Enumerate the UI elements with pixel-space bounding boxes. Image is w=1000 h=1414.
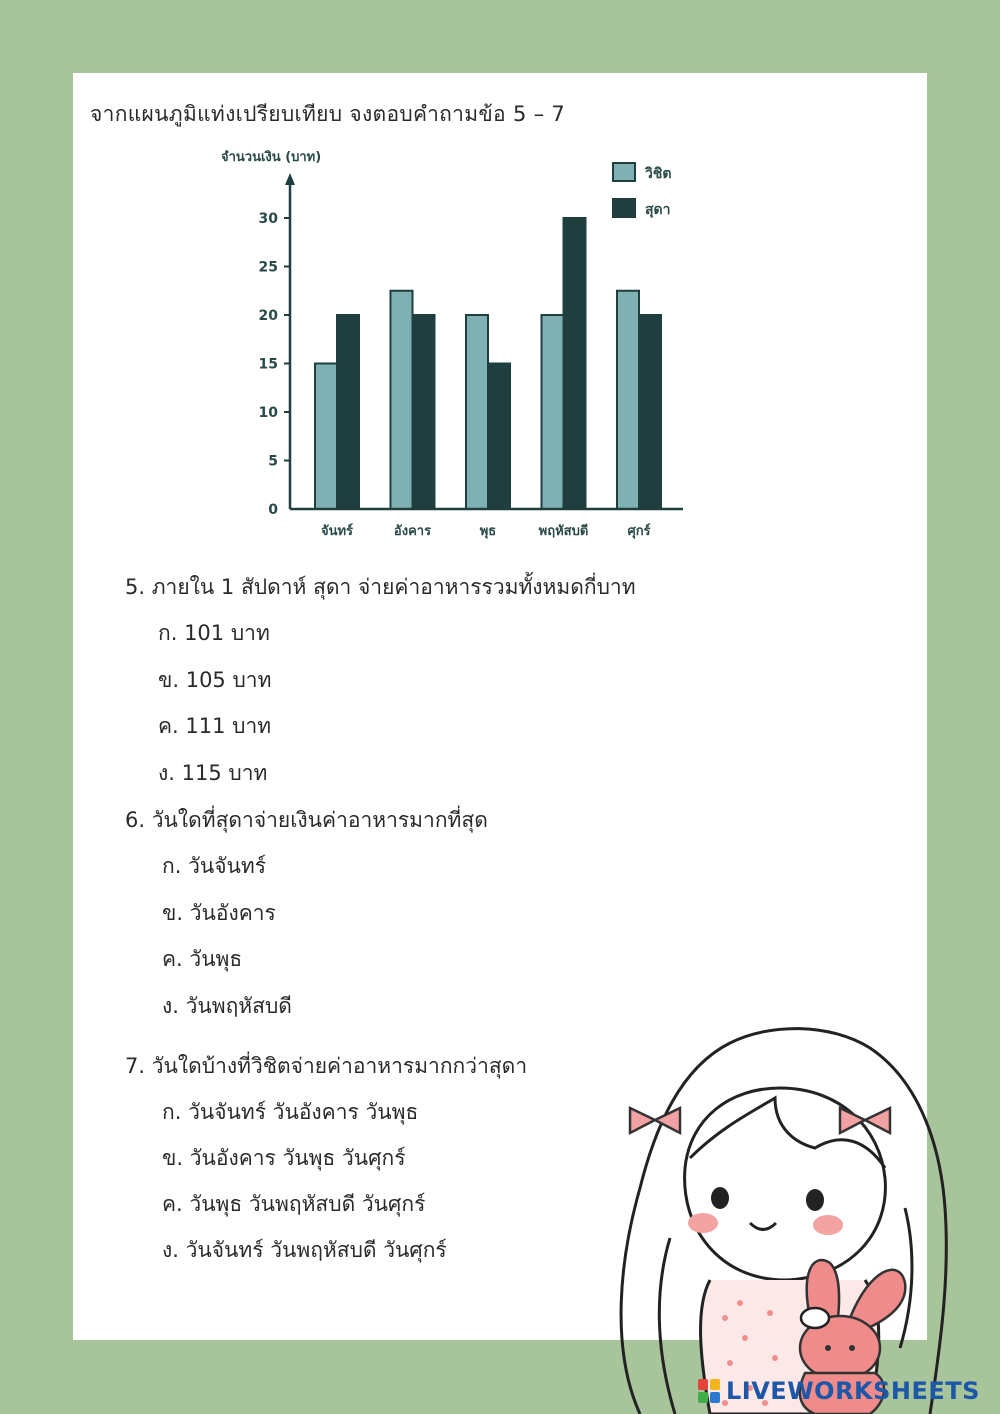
- answer-option[interactable]: ง. วันพฤหัสบดี: [162, 993, 292, 1018]
- bar-wichit: [466, 315, 488, 509]
- legend-label: สุดา: [645, 202, 671, 218]
- question-6: 6. วันใดที่สุดาจ่ายเงินค่าอาหารมากที่สุด: [125, 808, 488, 832]
- y-tick-label: 10: [258, 405, 278, 421]
- answer-option[interactable]: ก. 101 บาท: [158, 621, 270, 645]
- bar-wichit: [542, 315, 564, 509]
- question-5: 5. ภายใน 1 สัปดาห์ สุดา จ่ายค่าอาหารรวมทั้งหมดกี่บาท: [125, 575, 636, 599]
- legend-swatch: [613, 199, 635, 217]
- x-tick-label: พุธ: [479, 524, 497, 539]
- answer-option[interactable]: ค. วันพุธ: [162, 947, 243, 971]
- bar-suda: [337, 315, 359, 509]
- bar-wichit: [315, 364, 337, 510]
- question-7: 7. วันใดบ้างที่วิชิตจ่ายค่าอาหารมากกว่าสุดา: [125, 1054, 528, 1078]
- answer-option[interactable]: ข. วันอังคาร วันพุธ วันศุกร์: [162, 1146, 406, 1170]
- x-tick-label: ศุกร์: [627, 524, 651, 539]
- girl-illustration: [600, 1018, 960, 1414]
- y-tick-label: 25: [258, 259, 278, 276]
- bar-suda: [639, 315, 661, 509]
- answer-option[interactable]: ค. 111 บาท: [158, 714, 272, 738]
- intro-instruction: จากแผนภูมิแท่งเปรียบเทียบ จงตอบคำถามข้อ 5 – 7: [90, 102, 566, 126]
- bar-wichit: [617, 291, 639, 509]
- y-ticks: [259, 211, 290, 518]
- answer-option[interactable]: ค. วันพุธ วันพฤหัสบดี วันศุกร์: [162, 1192, 426, 1216]
- legend-swatch: [613, 163, 635, 181]
- liveworksheets-logo: [698, 1377, 980, 1405]
- y-tick-label: 5: [268, 453, 278, 470]
- logo-mark-icon: [698, 1379, 720, 1403]
- answer-option[interactable]: ข. วันอังคาร: [162, 900, 276, 925]
- answer-option[interactable]: ก. วันจันทร์: [162, 854, 266, 878]
- y-tick-label: 0: [268, 502, 278, 518]
- bar-chart-svg: [215, 143, 705, 543]
- bar-wichit: [391, 291, 413, 509]
- answer-option[interactable]: ง. วันจันทร์ วันพฤหัสบดี วันศุกร์: [162, 1238, 447, 1262]
- y-tick-label: 20: [258, 308, 278, 324]
- y-axis-label: จำนวนเงิน (บาท): [221, 150, 322, 165]
- bar-suda: [488, 364, 510, 510]
- x-tick-label: อังคาร: [393, 524, 432, 539]
- x-tick-label: จันทร์: [320, 524, 354, 539]
- logo-word: LIVEWORKSHEETS: [726, 1377, 980, 1405]
- y-axis-arrow: [285, 173, 295, 185]
- bar-suda: [564, 218, 586, 509]
- answer-option[interactable]: ง. 115 บาท: [158, 760, 268, 785]
- x-tick-labels: [321, 523, 651, 539]
- y-tick-label: 15: [258, 356, 278, 373]
- answer-option[interactable]: ข. 105 บาท: [158, 667, 272, 692]
- bar-suda: [413, 315, 435, 509]
- bar-chart: [215, 143, 705, 543]
- legend: [613, 163, 671, 218]
- y-tick-label: 30: [258, 211, 278, 227]
- x-tick-label: พฤหัสบดี: [538, 524, 589, 539]
- answer-option[interactable]: ก. วันจันทร์ วันอังคาร วันพุธ: [162, 1100, 419, 1124]
- bars: [315, 218, 661, 509]
- legend-label: วิชิต: [645, 166, 672, 182]
